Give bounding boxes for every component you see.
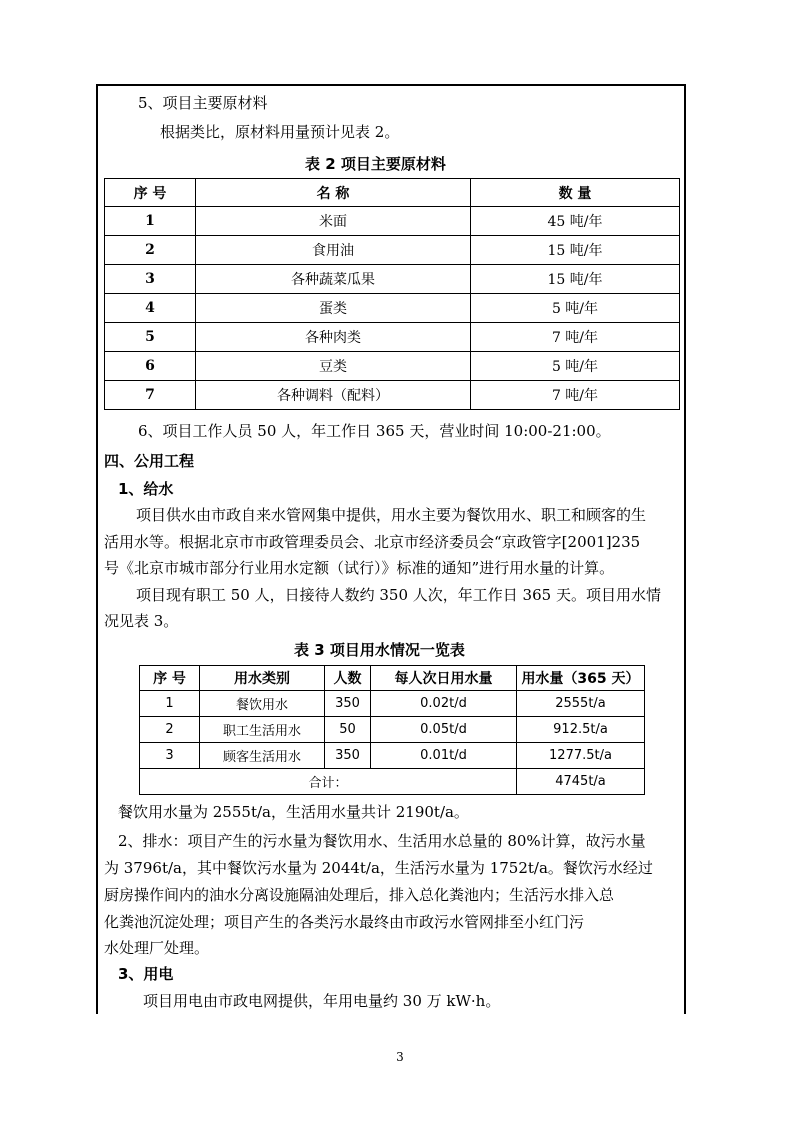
row-qty: 15 吨/年 bbox=[471, 265, 680, 294]
row-total: 1277.5t/a bbox=[517, 743, 645, 769]
table-row bbox=[140, 743, 645, 769]
table-row bbox=[140, 691, 645, 717]
row-name: 各种调料（配料） bbox=[196, 381, 471, 410]
row-no: 3 bbox=[140, 743, 200, 769]
sum-value: 4745t/a bbox=[517, 769, 645, 795]
drainage-line5: 水处理厂处理。 bbox=[104, 939, 210, 957]
row-total: 2555t/a bbox=[517, 691, 645, 717]
row-per: 0.02t/d bbox=[371, 691, 517, 717]
row-qty: 45 吨/年 bbox=[471, 207, 680, 236]
col-header-qty: 数 量 bbox=[471, 179, 680, 207]
row-no: 5 bbox=[105, 323, 196, 352]
col-header-type: 用水类别 bbox=[200, 666, 325, 691]
table-row bbox=[140, 717, 645, 743]
water-para2-line2: 况见表 3。 bbox=[104, 612, 179, 630]
row-type: 职工生活用水 bbox=[200, 717, 325, 743]
table-row bbox=[105, 381, 680, 410]
table-row bbox=[105, 265, 680, 294]
power-heading: 3、用电 bbox=[118, 965, 174, 983]
row-name: 米面 bbox=[196, 207, 471, 236]
row-name: 各种肉类 bbox=[196, 323, 471, 352]
water-para1-line1: 项目供水由市政自来水管网集中提供，用水主要为餐饮用水、职工和顾客的生 bbox=[136, 506, 647, 524]
table-row bbox=[105, 294, 680, 323]
row-total: 912.5t/a bbox=[517, 717, 645, 743]
row-type: 顾客生活用水 bbox=[200, 743, 325, 769]
water-supply-heading: 1、给水 bbox=[118, 480, 174, 498]
row-qty: 5 吨/年 bbox=[471, 352, 680, 381]
table-sum-row bbox=[140, 769, 645, 795]
sum-label: 合计： bbox=[140, 769, 517, 795]
row-name: 各种蔬菜瓜果 bbox=[196, 265, 471, 294]
drainage-line3: 厨房操作间内的油水分离设施隔油处理后，排入总化粪池内；生活污水排入总 bbox=[104, 886, 615, 904]
table2-caption: 表 2 项目主要原材料 bbox=[305, 155, 446, 173]
row-type: 餐饮用水 bbox=[200, 691, 325, 717]
col-header-name: 名 称 bbox=[196, 179, 471, 207]
col-header-no: 序 号 bbox=[105, 179, 196, 207]
row-name: 豆类 bbox=[196, 352, 471, 381]
table-header-row bbox=[105, 179, 680, 207]
row-people: 350 bbox=[325, 691, 371, 717]
col-header-no: 序 号 bbox=[140, 666, 200, 691]
row-per: 0.05t/d bbox=[371, 717, 517, 743]
drainage-line4: 化粪池沉淀处理；项目产生的各类污水最终由市政污水管网排至小红门污 bbox=[104, 913, 585, 931]
row-no: 4 bbox=[105, 294, 196, 323]
row-no: 7 bbox=[105, 381, 196, 410]
col-header-annual: 用水量（365 天） bbox=[517, 666, 645, 691]
row-no: 6 bbox=[105, 352, 196, 381]
water-para1-line2: 活用水等。根据北京市市政管理委员会、北京市经济委员会“京政管字[2001]235 bbox=[104, 533, 641, 551]
section5-intro: 根据类比，原材料用量预计见表 2。 bbox=[160, 123, 400, 141]
table-row bbox=[105, 236, 680, 265]
page-number: 3 bbox=[396, 1050, 404, 1064]
col-header-per-person: 每人次日用水量 bbox=[371, 666, 517, 691]
table-header-row bbox=[140, 666, 645, 691]
table-row bbox=[105, 352, 680, 381]
row-qty: 7 吨/年 bbox=[471, 323, 680, 352]
col-header-people: 人数 bbox=[325, 666, 371, 691]
row-no: 2 bbox=[140, 717, 200, 743]
table-row bbox=[105, 323, 680, 352]
public-works-heading: 四、公用工程 bbox=[104, 452, 195, 470]
raw-materials-table bbox=[104, 178, 680, 410]
drainage-line2: 为 3796t/a，其中餐饮污水量为 2044t/a，生活污水量为 1752t/a。餐饮污水经过 bbox=[104, 859, 653, 877]
row-no: 1 bbox=[105, 207, 196, 236]
row-no: 3 bbox=[105, 265, 196, 294]
row-people: 50 bbox=[325, 717, 371, 743]
row-no: 1 bbox=[140, 691, 200, 717]
row-name: 蛋类 bbox=[196, 294, 471, 323]
row-qty: 15 吨/年 bbox=[471, 236, 680, 265]
row-people: 350 bbox=[325, 743, 371, 769]
water-summary: 餐饮用水量为 2555t/a，生活用水量共计 2190t/a。 bbox=[118, 803, 469, 821]
water-use-table bbox=[139, 665, 645, 795]
water-para2-line1: 项目现有职工 50 人，日接待人数约 350 人次，年工作日 365 天。项目用水情 bbox=[136, 586, 661, 604]
table-row bbox=[105, 207, 680, 236]
row-name: 食用油 bbox=[196, 236, 471, 265]
row-per: 0.01t/d bbox=[371, 743, 517, 769]
water-para1-line3: 号《北京市城市部分行业用水定额（试行）》标准的通知”进行用水量的计算。 bbox=[104, 559, 615, 577]
table3-caption: 表 3 项目用水情况一览表 bbox=[294, 641, 465, 659]
row-qty: 7 吨/年 bbox=[471, 381, 680, 410]
section6-text: 6、项目工作人员 50 人，年工作日 365 天，营业时间 10:00-21:00。 bbox=[138, 422, 611, 440]
row-qty: 5 吨/年 bbox=[471, 294, 680, 323]
drainage-line1: 2、排水：项目产生的污水量为餐饮用水、生活用水总量的 80%计算，故污水量 bbox=[118, 832, 646, 850]
power-text: 项目用电由市政电网提供，年用电量约 30 万 kW·h。 bbox=[143, 992, 501, 1010]
section5-heading: 5、项目主要原材料 bbox=[138, 94, 268, 112]
row-no: 2 bbox=[105, 236, 196, 265]
